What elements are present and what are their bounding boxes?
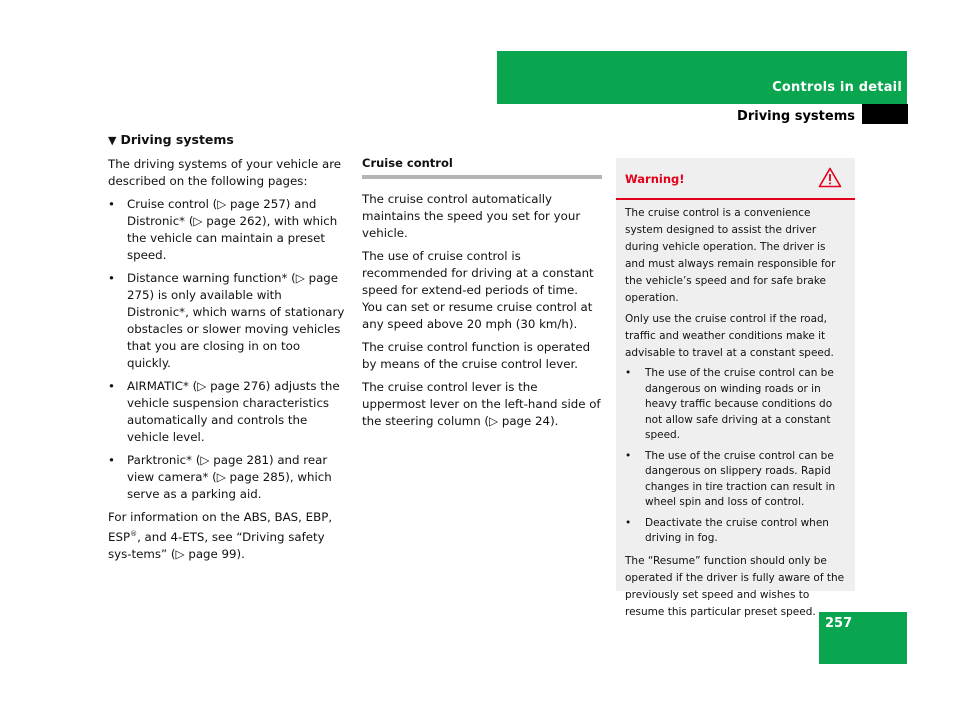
- bullet-icon: •: [625, 367, 632, 379]
- list-item: [108, 270, 346, 372]
- footer-text-end: , and 4-ETS, see “Driving safety sys-tems” (▷ page 99).: [108, 529, 325, 561]
- warning-header: [616, 158, 855, 200]
- warning-list: [625, 366, 846, 547]
- warning-paragraph: The cruise control is a convenience system designed to assist the driver during vehicle operation. The driver is and must always remain responsible for the vehicle’s speed and for safe brake operation.: [625, 207, 836, 304]
- page-number: 257: [825, 616, 853, 631]
- section-heading: [108, 131, 346, 149]
- triangle-down-icon: ▼: [108, 134, 117, 147]
- warning-body: [616, 200, 855, 621]
- list-item: [108, 196, 346, 264]
- chapter-title: Controls in detail: [772, 80, 902, 95]
- list-item-text: Parktronic* (▷ page 281) and rear view camera* (▷ page 285), which serve as a parking aid.: [127, 453, 332, 501]
- section-heading-text: Driving systems: [120, 132, 234, 147]
- paragraph: The use of cruise control is recommended for driving at a constant speed for extend-ed periods of time. You can set or resume cruise control at any speed above 20 mph (30 km/h).: [362, 249, 594, 331]
- warning-box: [616, 158, 855, 618]
- cruise-control-heading: Cruise control: [362, 155, 602, 179]
- list-item: [625, 516, 846, 547]
- middle-column: [362, 155, 602, 436]
- bullet-icon: •: [625, 449, 632, 462]
- list-item-text: Distance warning function* (▷ page 275) is only available with Distronic*, which warns of stationary obstacles or slower moving vehicles that you are closing in on too quickly.: [127, 271, 345, 370]
- bullet-icon: •: [625, 516, 632, 529]
- warning-label: Warning!: [625, 172, 685, 186]
- bullet-icon: •: [108, 379, 115, 393]
- list-item-text: The use of the cruise control can be dangerous on winding roads or in heavy traffic because conditions do not allow safe driving at a constant speed.: [645, 367, 834, 441]
- list-item-text: AIRMATIC* (▷ page 276) adjusts the vehicle suspension characteristics automatically and controls the vehicle level.: [127, 379, 340, 444]
- section-title: Driving systems: [737, 109, 855, 124]
- bullet-icon: •: [108, 197, 115, 211]
- bullet-icon: •: [108, 453, 115, 467]
- registered-mark: ®: [130, 530, 138, 538]
- paragraph: The cruise control automatically maintains the speed you set for your vehicle.: [362, 192, 581, 240]
- intro-paragraph: The driving systems of your vehicle are described on the following pages:: [108, 157, 342, 188]
- list-item: [625, 449, 846, 511]
- footer-text: For information on the ABS, BAS, EBP, ESP: [108, 510, 333, 544]
- safety-reference-paragraph: [108, 509, 346, 563]
- bullet-icon: •: [108, 271, 115, 285]
- list-item-text: Deactivate the cruise control when driving in fog.: [645, 516, 829, 544]
- paragraph: The cruise control function is operated by means of the cruise control lever.: [362, 340, 591, 371]
- page-number-box: [819, 612, 907, 664]
- warning-paragraph: The “Resume” function should only be operated if the driver is fully aware of the previously set speed and wishes to resume this particular preset speed.: [625, 554, 845, 618]
- header-marker: [862, 104, 908, 124]
- list-item: [625, 366, 846, 444]
- left-column: [108, 131, 346, 569]
- driving-systems-list: [108, 196, 346, 503]
- list-item: [108, 378, 346, 446]
- warning-triangle-icon: [818, 167, 842, 192]
- warning-paragraph: Only use the cruise control if the road, traffic and weather conditions make it advisable to travel at a constant speed.: [625, 313, 834, 359]
- paragraph: The cruise control lever is the uppermost lever on the left-hand side of the steering column (▷ page 24).: [362, 380, 601, 428]
- list-item-text: Cruise control (▷ page 257) and Distronic* (▷ page 262), with which the vehicle can maintain a preset speed.: [127, 197, 338, 262]
- header-band: [497, 51, 907, 104]
- list-item-text: The use of the cruise control can be dangerous on slippery roads. Rapid changes in tire traction can result in wheel spin and loss of control.: [645, 449, 836, 508]
- list-item: [108, 452, 346, 503]
